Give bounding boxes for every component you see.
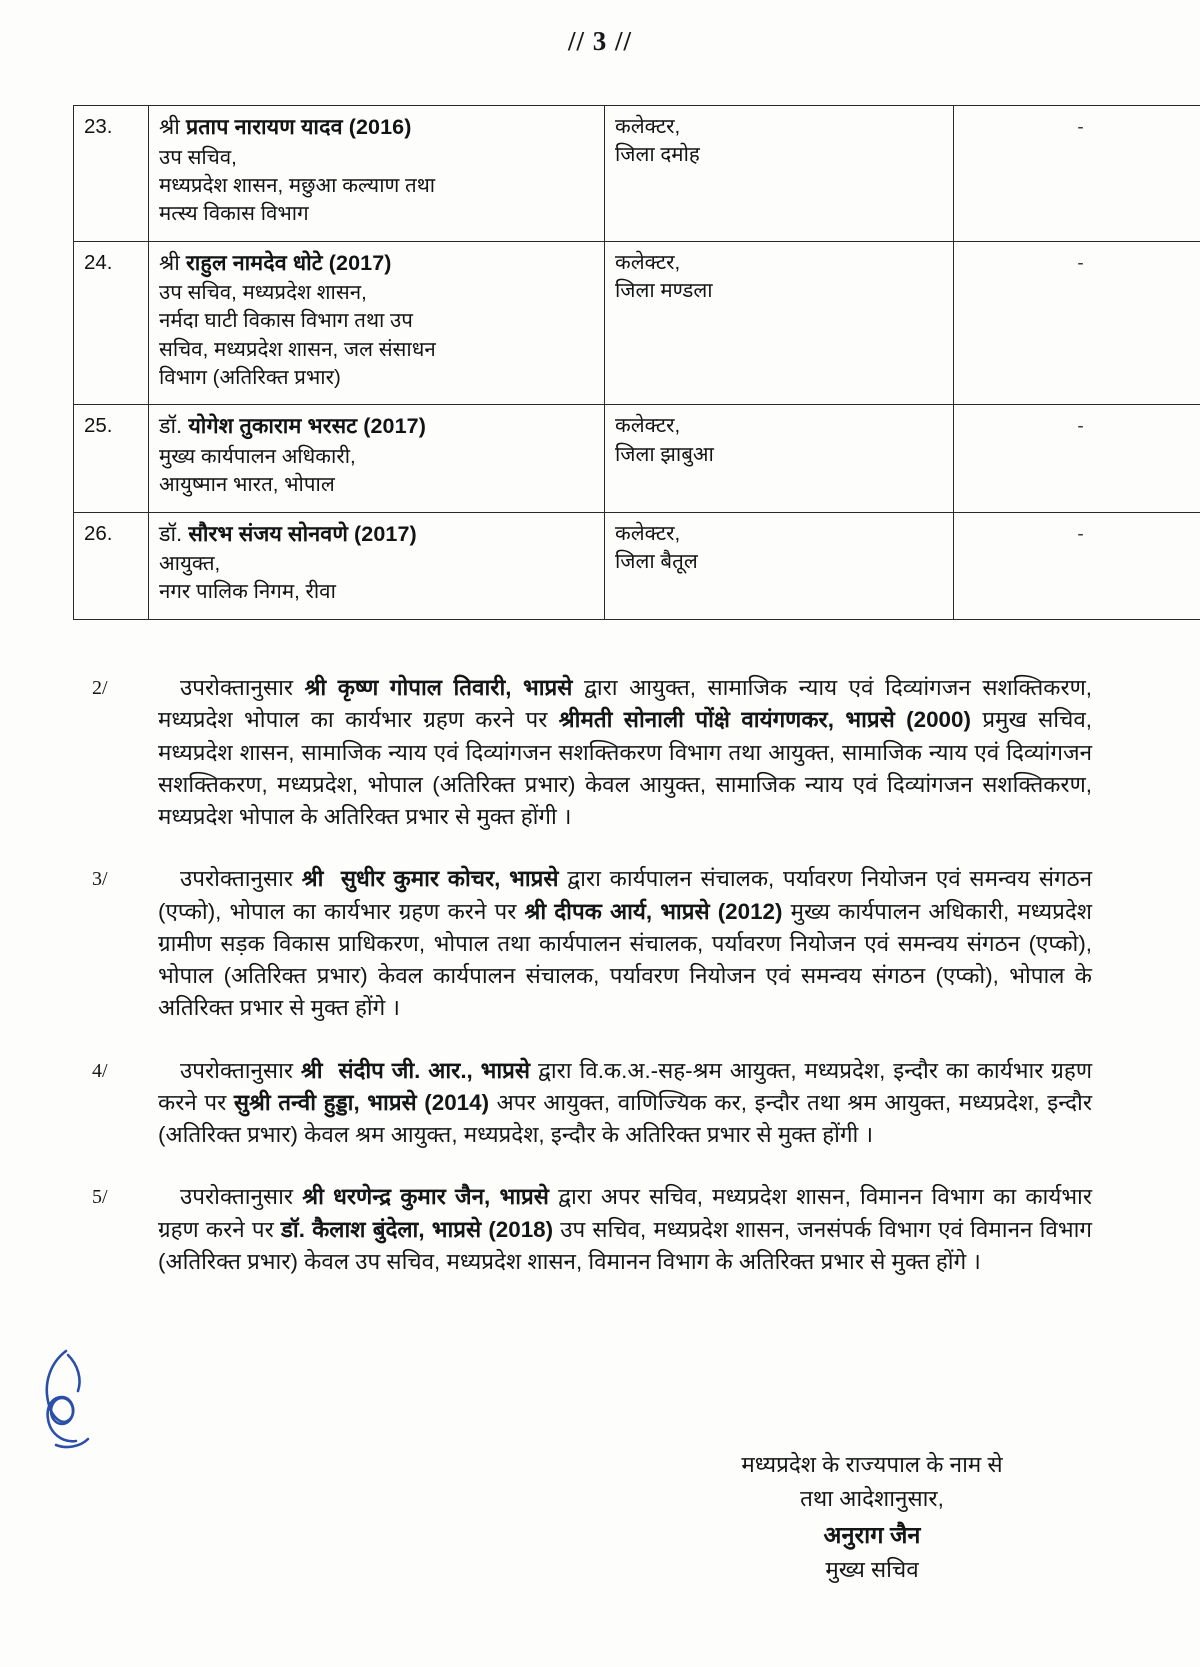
- paragraph-text: उपरोक्तानुसार श्री धरणेन्द्र कुमार जैन, भाप्रसे द्वारा अपर सचिव, मध्यप्रदेश शासन, विमानन विभाग का कार्यभार ग्रहण करने पर डॉ. कैलाश बुंदेला, भाप्रसे (2018) उप सचिव, मध्यप्रदेश शासन, जनसंपर्क विभाग एवं विमानन विभाग (अतिरिक्त प्रभार) केवल उप सचिव, मध्यप्रदेश शासन, विमानन विभाग के अतिरिक्त प्रभार से मुक्त होंगे ।: [158, 1184, 1093, 1274]
- cell-new-posting: [605, 241, 954, 405]
- officer-detail-line: उप सचिव, मध्यप्रदेश शासन,: [159, 281, 367, 305]
- cell-officer-name: [149, 512, 605, 619]
- table-row: [74, 106, 1200, 242]
- cell-officer-name: [149, 405, 605, 512]
- posting-line: जिला दमोह: [615, 143, 700, 167]
- officer-name-main: प्रताप नारायण यादव (2016): [185, 115, 412, 139]
- officer-name-prefix: डॉ.: [159, 521, 183, 546]
- signoff-block: [662, 1448, 1082, 1587]
- posting-line: जिला झाबुआ: [615, 442, 714, 466]
- remarks-text: -: [1077, 117, 1084, 138]
- officer-detail-line: मुख्य कार्यपालन अधिकारी,: [159, 444, 356, 468]
- officer-detail-line: उप सचिव,: [159, 145, 237, 169]
- order-paragraph: [92, 672, 1092, 833]
- signatory-title: मुख्य सचिव: [825, 1557, 919, 1583]
- officer-detail-line: मध्यप्रदेश शासन, मछुआ कल्याण तथा: [159, 173, 436, 197]
- paragraph-text: उपरोक्तानुसार श्री संदीप जी. आर., भाप्रसे द्वारा वि.क.अ.-सह-श्रम आयुक्त, मध्यप्रदेश, इन्दौर का कार्यभार ग्रहण करने पर सुश्री तन्वी हुड्डा, भाप्रसे (2014) अपर आयुक्त, वाणिज्यिक कर, इन्दौर तथा श्रम आयुक्त, मध्यप्रदेश, इन्दौर (अतिरिक्त प्रभार) केवल श्रम आयुक्त, मध्यप्रदेश, इन्दौर के अतिरिक्त प्रभार से मुक्त होंगी ।: [158, 1057, 1093, 1147]
- signatory-name: अनुराग जैन: [823, 1522, 921, 1549]
- officer-name-main: योगेश तुकाराम भरसट (2017): [188, 414, 426, 439]
- officer-name-prefix: श्री: [159, 250, 180, 275]
- officer-name-prefix: डॉ.: [159, 414, 183, 439]
- order-paragraphs: [92, 672, 1092, 1308]
- officer-detail-line: नर्मदा घाटी विकास विभाग तथा उप: [159, 309, 413, 333]
- posting-line: कलेक्टर,: [615, 414, 681, 438]
- officer-detail-line: विभाग (अतिरिक्त प्रभार): [159, 366, 341, 389]
- officer-detail-line: नगर पालिक निगम, रीवा: [159, 580, 336, 604]
- officer-name-text: [159, 412, 596, 442]
- remarks-text: -: [1077, 416, 1084, 438]
- order-paragraph: [92, 1181, 1092, 1278]
- posting-line: कलेक्टर,: [615, 250, 681, 274]
- remarks-text: -: [1077, 523, 1084, 545]
- officer-name-prefix: श्री: [159, 115, 180, 139]
- order-paragraph: [92, 863, 1092, 1024]
- cell-officer-name: [149, 241, 605, 405]
- cell-serial-number: 25.: [74, 405, 149, 512]
- officer-name-text: [159, 113, 596, 143]
- paragraph-number: 2/: [92, 677, 108, 699]
- officer-detail-line: आयुष्मान भारत, भोपाल: [159, 473, 335, 497]
- officer-name-text: [159, 249, 596, 279]
- officer-name-text: [159, 520, 596, 550]
- posting-line: कलेक्टर,: [615, 115, 681, 138]
- posting-line: कलेक्टर,: [615, 521, 681, 545]
- paragraph-number: 5/: [92, 1186, 108, 1209]
- cell-serial-number: 24.: [74, 241, 149, 405]
- officer-detail-line: सचिव, मध्यप्रदेश शासन, जल संसाधन: [159, 337, 436, 361]
- paragraph-text: उपरोक्तानुसार श्री सुधीर कुमार कोचर, भाप्रसे द्वारा कार्यपालन संचालक, पर्यावरण नियोजन एवं समन्वय संगठन (एप्को), भोपाल का कार्यभार ग्रहण करने पर श्री दीपक आर्य, भाप्रसे (2012) मुख्य कार्यपालन अधिकारी, मध्यप्रदेश ग्रामीण सड़क विकास प्राधिकरण, भोपाल तथा कार्यपालन संचालक, पर्यावरण नियोजन एवं समन्वय संगठन (एप्को), भोपाल (अतिरिक्त प्रभार) केवल कार्यपालन संचालक, पर्यावरण नियोजन एवं समन्वय संगठन (एप्को), भोपाल के अतिरिक्त प्रभार से मुक्त होंगे ।: [158, 866, 1093, 1021]
- officer-detail-line: मत्स्य विकास विभाग: [159, 202, 309, 226]
- officer-name-main: राहुल नामदेव धोटे (2017): [185, 250, 392, 275]
- table-row: [74, 241, 1200, 405]
- posting-line: जिला मण्डला: [615, 278, 713, 302]
- table-row: [74, 405, 1200, 512]
- cell-remarks: [954, 512, 1200, 619]
- handwritten-signature-icon: [32, 1345, 102, 1455]
- paragraph-text: उपरोक्तानुसार श्री कृष्ण गोपाल तिवारी, भाप्रसे द्वारा आयुक्त, सामाजिक न्याय एवं दिव्यांगजन सशक्तिकरण, मध्यप्रदेश भोपाल का कार्यभार ग्रहण करने पर श्रीमती सोनाली पोंक्षे वायंगणकर, भाप्रसे (2000) प्रमुख सचिव, मध्यप्रदेश शासन, सामाजिक न्याय एवं दिव्यांगजन सशक्तिकरण विभाग तथा आयुक्त, सामाजिक न्याय एवं दिव्यांगजन सशक्तिकरण, मध्यप्रदेश, भोपाल (अतिरिक्त प्रभार) केवल आयुक्त, सामाजिक न्याय एवं दिव्यांगजन सशक्तिकरण, मध्यप्रदेश भोपाल के अतिरिक्त प्रभार से मुक्त होंगी ।: [158, 675, 1093, 829]
- cell-new-posting: [605, 106, 954, 242]
- officer-detail-line: आयुक्त,: [159, 552, 221, 576]
- cell-new-posting: [605, 405, 954, 512]
- cell-serial-number: 23.: [74, 106, 149, 242]
- signoff-line-2: तथा आदेशानुसार,: [800, 1485, 944, 1511]
- cell-remarks: [954, 405, 1200, 512]
- posting-line: जिला बैतूल: [615, 549, 698, 573]
- order-paragraph: [92, 1055, 1092, 1152]
- table-row: [74, 512, 1200, 619]
- cell-remarks: [954, 106, 1200, 242]
- cell-remarks: [954, 241, 1200, 405]
- officer-table-body: [74, 106, 1200, 620]
- cell-serial-number: 26.: [74, 512, 149, 619]
- remarks-text: -: [1077, 252, 1084, 274]
- signoff-line-1: मध्यप्रदेश के राज्यपाल के नाम से: [741, 1452, 1003, 1477]
- page-number: // 3 //: [567, 26, 632, 56]
- paragraph-number: 3/: [92, 868, 108, 891]
- cell-officer-name: [149, 106, 605, 242]
- cell-new-posting: [605, 512, 954, 619]
- officer-table: [73, 105, 1200, 620]
- officer-name-main: सौरभ संजय सोनवणे (2017): [188, 521, 417, 546]
- paragraph-number: 4/: [92, 1059, 108, 1082]
